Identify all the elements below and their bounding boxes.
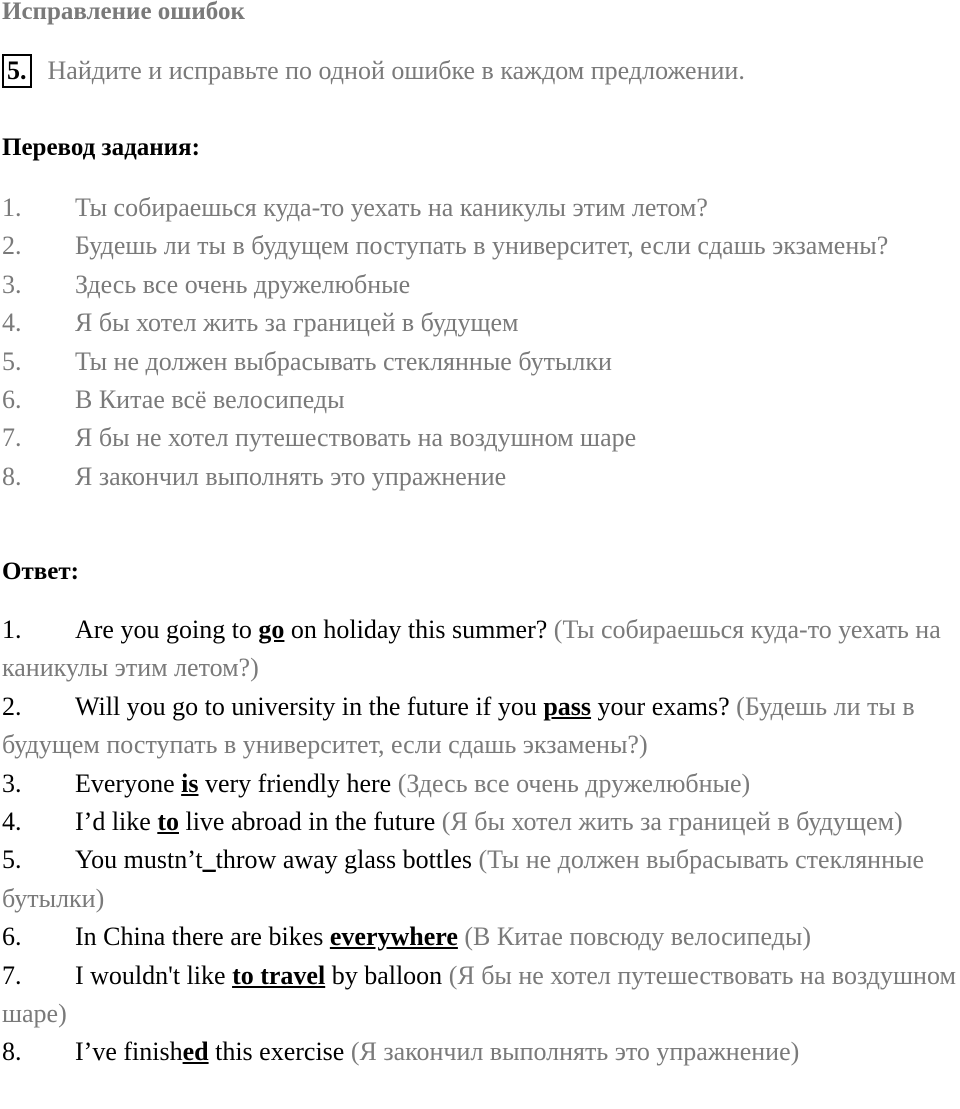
item-text: Будешь ли ты в будущем поступать в университет, если сдашь экзамены? [75, 231, 889, 261]
corrected-word: to travel [232, 960, 326, 990]
task-row [2, 54, 745, 88]
item-text: Ты не должен выбрасывать стеклянные бутылки [75, 346, 612, 376]
translation-item [2, 458, 958, 496]
item-number: 8. [2, 1037, 22, 1067]
task-instruction: Найдите и исправьте по одной ошибке в каждом предложении. [47, 56, 745, 85]
answer-text-before: You mustn’t [75, 845, 203, 875]
answer-item [2, 957, 958, 1034]
corrected-word: pass [543, 691, 592, 721]
item-text: Я закончил выполнять это упражнение [75, 461, 507, 491]
answer-translation: (Я бы хотел жить за границей в будущем) [435, 807, 903, 837]
answer-text-before: Are you going to [75, 615, 259, 644]
answer-text-after: this exercise [208, 1037, 345, 1067]
item-number: 7. [2, 960, 22, 990]
corrected-word: go [258, 615, 285, 644]
translation-item [2, 381, 958, 419]
answer-translation: (Ты собираешься куда-то уехать на каникулы этим летом?) [2, 615, 941, 683]
translation-item [2, 266, 958, 304]
item-text: Я бы хотел жить за границей в будущем [75, 308, 519, 338]
answer-text-before: I wouldn't like [75, 960, 233, 990]
item-number: 3. [2, 269, 22, 299]
answer-item [2, 688, 958, 765]
answer-heading: Ответ: [2, 558, 79, 585]
item-number: 7. [2, 423, 22, 453]
translation-list [2, 189, 958, 496]
answer-text-before: I’d like [75, 807, 158, 837]
answer-text-after: throw away glass bottles [215, 845, 472, 875]
answer-item [2, 1033, 958, 1071]
answer-text-after: by balloon [325, 960, 443, 990]
answer-text-before: Will you go to university in the future if you [75, 691, 544, 721]
item-text: Ты собираешься куда-то уехать на каникулы этим летом? [75, 193, 708, 222]
item-number: 5. [2, 346, 22, 376]
item-number: 5. [2, 845, 22, 875]
answer-translation: (Я закончил выполнять это упражнение) [344, 1037, 800, 1067]
answer-text-after: live abroad in the future [178, 807, 436, 837]
item-number: 6. [2, 922, 22, 952]
translation-item [2, 304, 958, 342]
answer-item [2, 765, 958, 803]
translation-item [2, 343, 958, 381]
item-number: 4. [2, 807, 22, 837]
item-number: 2. [2, 231, 22, 261]
answer-item [2, 611, 958, 688]
answer-translation: (Здесь все очень дружелюбные) [391, 768, 751, 798]
answer-text-before: I’ve finish [75, 1037, 183, 1067]
translation-item [2, 189, 958, 227]
corrected-word: ed [182, 1037, 209, 1067]
item-text: Здесь все очень дружелюбные [75, 269, 411, 299]
translation-item [2, 227, 958, 265]
answer-text-after: very friendly here [198, 768, 392, 798]
answer-list [2, 611, 958, 1072]
item-text: В Китае всё велосипеды [75, 385, 345, 415]
answer-item [2, 918, 958, 956]
answer-item [2, 803, 958, 841]
translation-heading: Перевод задания: [2, 134, 200, 161]
answer-translation: (Я бы не хотел путешествовать на воздушном шаре) [2, 960, 956, 1029]
item-number: 8. [2, 461, 22, 491]
item-number: 6. [2, 385, 22, 415]
answer-translation: (В Китае повсюду велосипеды) [457, 922, 812, 952]
item-number: 1. [2, 615, 22, 644]
item-number: 4. [2, 308, 22, 338]
answer-text-after: your exams? [591, 691, 730, 721]
answer-translation: (Будешь ли ты в будущем поступать в университет, если сдашь экзамены?) [2, 691, 915, 760]
answer-item [2, 841, 958, 918]
answer-text-before: Everyone [75, 768, 182, 798]
item-text: Я бы не хотел путешествовать на воздушном шаре [75, 423, 637, 453]
corrected-word: _ [202, 845, 216, 875]
translation-item [2, 419, 958, 457]
answer-text-after: on holiday this summer? [284, 615, 548, 644]
item-number: 1. [2, 193, 22, 222]
page-title: Исправление ошибок [2, 0, 245, 25]
task-number: 5. [2, 54, 32, 88]
corrected-word: to [157, 807, 179, 837]
corrected-word: is [181, 768, 199, 798]
answer-translation: (Ты не должен выбрасывать стеклянные бутылки) [2, 845, 924, 913]
answer-text-before: In China there are bikes [75, 922, 330, 952]
corrected-word: everywhere [329, 922, 458, 952]
item-number: 2. [2, 691, 22, 721]
item-number: 3. [2, 768, 22, 798]
